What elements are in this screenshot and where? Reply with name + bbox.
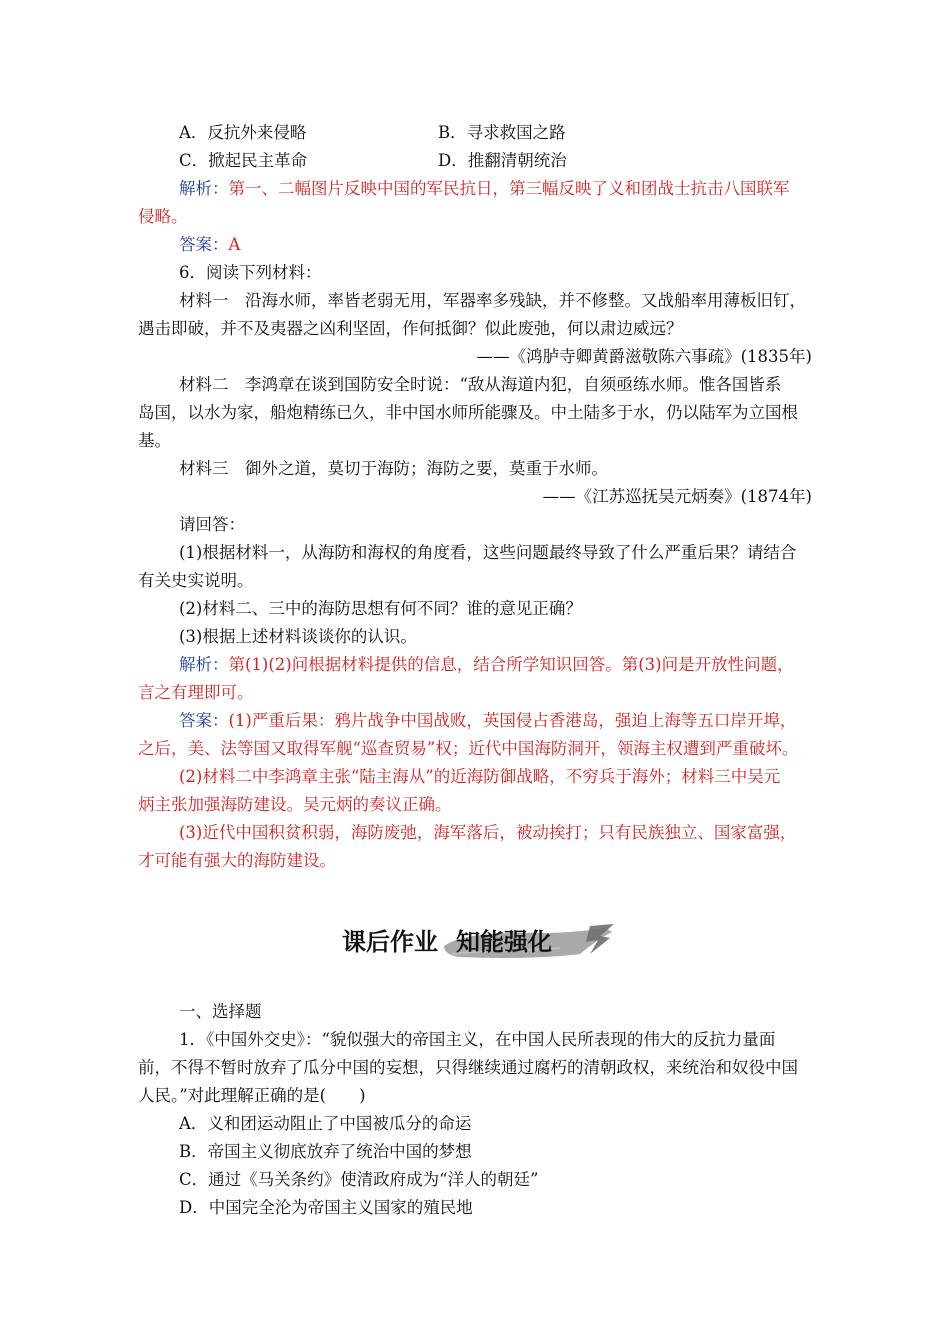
section-title-part2: 知能强化: [456, 928, 552, 956]
hw-q1-line3: 人民。”对此理解正确的是( ): [138, 1086, 366, 1105]
q6-material1-line2: 遇击即破，并不及夷器之凶利坚固，作何抵御？似此废弛，何以肃边威远？: [138, 319, 683, 338]
section-title-part1: 课后作业: [342, 928, 438, 956]
answer-value: A: [228, 235, 241, 254]
q6-answer2: (2)材料二中李鸿章主张“陆主海从”的近海防御战略，不穷兵于海外；材料三中吴元: [179, 767, 781, 786]
q6-material2-line1: 材料二 李鸿章在谈到国防安全时说：“敌从海道内犯，自须亟练水师。惟各国皆系: [179, 375, 782, 394]
q6-answer3-cont: 才可能有强大的海防建设。: [138, 851, 336, 870]
q6-sub2: (2)材料二、三中的海防思想有何不同？谁的意见正确？: [179, 599, 582, 618]
analysis-label: 解析：: [179, 179, 229, 198]
q6-please-answer: 请回答：: [179, 515, 245, 534]
q6-material1-source: ——《鸿胪寺卿黄爵滋敬陈六事疏》(1835年): [476, 347, 812, 366]
q5-option-b: B．寻求救国之路: [438, 123, 566, 142]
q6-analysis-cont: 言之有理即可。: [138, 683, 254, 702]
q6-material2-line3: 基。: [138, 431, 171, 450]
q5-analysis: [179, 179, 879, 199]
q6-material3-line1: 材料三 御外之道，莫切于海防；海防之要，莫重于水师。: [179, 459, 608, 478]
analysis-text: 第(1)(2)问根据材料提供的信息，结合所学知识回答。第(3)问是开放性问题，: [228, 655, 794, 674]
q6-material3-source: ——《江苏巡抚吴元炳奏》(1874年): [542, 487, 812, 506]
q5-answer: [179, 235, 879, 255]
q6-analysis: [179, 655, 879, 675]
q6-material1-line1: 材料一 沿海水师，率皆老弱无用，军器率多残缺，并不修整。又战船率用薄板旧钉，: [179, 291, 806, 310]
q6-answer2-cont: 炳主张加强海防建设。吴元炳的奏议正确。: [138, 795, 452, 814]
hw-q1-option-a: A．义和团运动阻止了中国被瓜分的命运: [179, 1114, 472, 1133]
answer-label: 答案：: [179, 711, 229, 730]
section-title: [342, 926, 552, 958]
q6-answer3: (3)近代中国积贫积弱，海防废弛，海军落后，被动挨打；只有民族独立、国家富强，: [179, 823, 797, 842]
q5-option-c: C．掀起民主革命: [179, 151, 308, 170]
hw-q1-option-d: D．中国完全沦为帝国主义国家的殖民地: [179, 1198, 473, 1217]
part-heading: 一、选择题: [179, 1002, 262, 1021]
q5-analysis-cont: 侵略。: [138, 207, 188, 226]
answer-text: (1)严重后果：鸦片战争中国战败，英国侵占香港岛，强迫上海等五口岸开埠，: [228, 711, 797, 730]
answer-label: 答案：: [179, 235, 229, 254]
q6-material2-line2: 岛国，以水为家，船炮精练已久，非中国水师所能骤及。中土陆多于水，仍以陆军为立国根: [138, 403, 798, 422]
analysis-text: 第一、二幅图片反映中国的军民抗日，第三幅反映了义和团战士抗击八国联军: [228, 179, 790, 198]
q5-option-d: D．推翻清朝统治: [438, 151, 567, 170]
analysis-label: 解析：: [179, 655, 229, 674]
q6-answer1: [179, 711, 879, 731]
hw-q1-line1: 1．《中国外交史》：“貌似强大的帝国主义，在中国人民所表现的伟大的反抗力量面: [179, 1030, 776, 1049]
q6-sub1-line2: 有关史实说明。: [138, 571, 254, 590]
hw-q1-option-c: C．通过《马关条约》使清政府成为“洋人的朝廷”: [179, 1170, 539, 1189]
q5-option-a: A．反抗外来侵略: [179, 123, 307, 142]
q6-sub3: (3)根据上述材料谈谈你的认识。: [179, 627, 417, 646]
q6-answer1-cont: 之后，美、法等国又取得军舰“巡查贸易”权；近代中国海防洞开，领海主权遭到严重破坏。: [138, 739, 799, 758]
q6-stem: 6．阅读下列材料：: [179, 263, 322, 282]
q6-sub1-line1: (1)根据材料一，从海防和海权的角度看，这些问题最终导致了什么严重后果？请结合: [179, 543, 797, 562]
hw-q1-line2: 前，不得不暂时放弃了瓜分中国的妄想，只得继续通过腐朽的清朝政权，来统治和奴役中国: [138, 1058, 798, 1077]
hw-q1-option-b: B．帝国主义彻底放弃了统治中国的梦想: [179, 1142, 472, 1161]
